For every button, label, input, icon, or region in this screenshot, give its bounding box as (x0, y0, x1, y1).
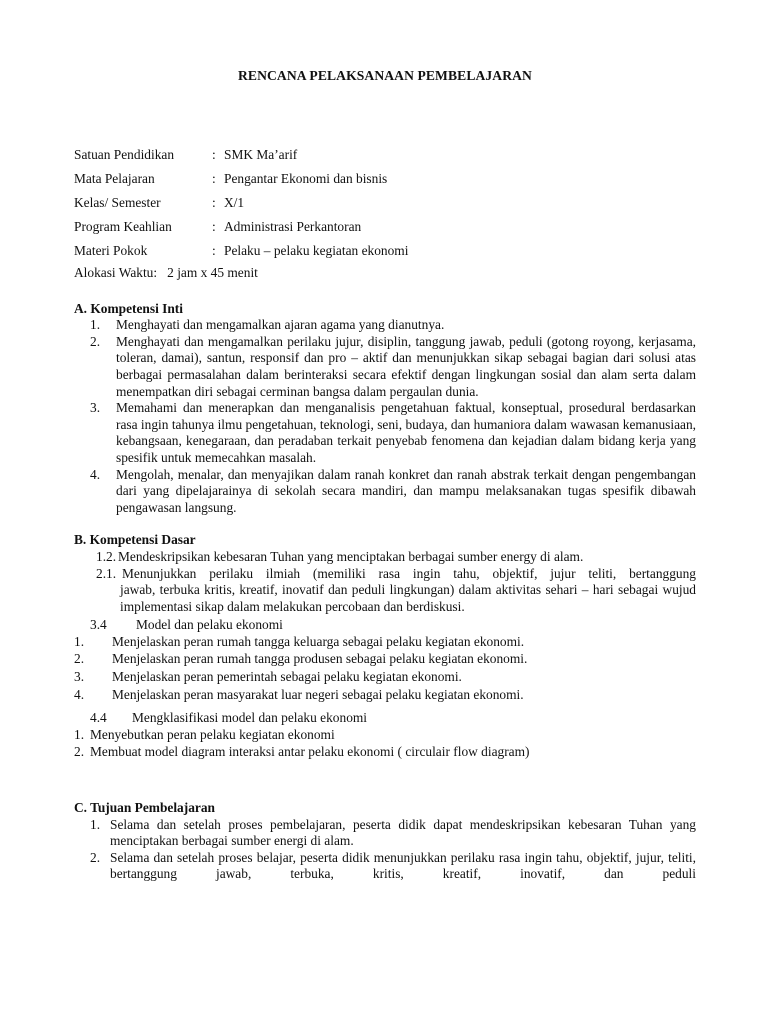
list-number: 2. (90, 849, 101, 865)
tujuan-list (74, 817, 696, 883)
section-heading-tujuan: C. Tujuan Pembelajaran (74, 800, 215, 816)
kd-subheading (74, 617, 696, 634)
kd-number: 1.2. (96, 548, 117, 564)
kompetensi-inti-list (74, 317, 696, 516)
list-text: Menjelaskan peran pemerintah sebagai pelaku kegiatan ekonomi. (112, 669, 462, 685)
list-number: 3. (90, 400, 101, 416)
identity-row (74, 219, 696, 243)
identity-block (74, 147, 696, 285)
kd-text-block (122, 566, 696, 583)
identity-value: Pelaku – pelaku kegiatan ekonomi (224, 242, 409, 258)
list-item (74, 727, 696, 745)
list-number: 4. (74, 686, 85, 702)
list-number: 1. (74, 726, 85, 742)
kd-text: Mendeskripsikan kebesaran Tuhan yang menciptakan berbagai sumber energy di alam. (118, 548, 584, 564)
identity-label: Kelas/ Semester (74, 194, 161, 210)
kd-item (74, 549, 696, 566)
list-text: Menjelaskan peran rumah tangga keluarga sebagai pelaku kegiatan ekonomi. (112, 633, 525, 649)
identity-colon: : (212, 170, 216, 186)
list-item (74, 687, 696, 705)
spacer (74, 762, 696, 800)
list-text: Menjelaskan peran rumah tangga produsen sebagai pelaku kegiatan ekonomi. (112, 651, 528, 667)
list-item (74, 817, 696, 850)
identity-label: Materi Pokok (74, 242, 148, 258)
identity-row (74, 171, 696, 195)
kd-text: Model dan pelaku ekonomi (136, 617, 283, 633)
list-number: 3. (74, 669, 85, 685)
alokasi-waktu: Alokasi Waktu: 2 jam x 45 menit (74, 264, 258, 280)
identity-row (74, 147, 696, 171)
identity-colon: : (212, 242, 216, 258)
identity-label: Mata Pelajaran (74, 170, 155, 186)
list-number: 1. (90, 816, 101, 832)
kd-text: Menunjukkan perilaku ilmiah (memiliki rasa ingin tahu, objektif, jujur teliti, bertanggung (122, 565, 696, 581)
identity-colon: : (212, 194, 216, 210)
list-number: 1. (90, 317, 101, 333)
list-number: 2. (90, 333, 101, 349)
list-item (74, 634, 696, 652)
kd44-list (74, 727, 696, 762)
identity-value: Administrasi Perkantoran (224, 218, 362, 234)
identity-colon: : (212, 218, 216, 234)
kd-number: 3.4 (90, 617, 107, 633)
kd-item (74, 566, 696, 583)
identity-value: X/1 (224, 194, 245, 210)
list-text: Selama dan setelah proses belajar, peserta didik menunjukkan perilaku rasa ingin tahu, objektif, jujur, teliti, bertanggung jawab, terbuka, kritis, kreatif, inovatif, dan peduli (110, 849, 696, 882)
list-item (74, 850, 696, 883)
list-item (74, 400, 696, 466)
kd-text: Mengklasifikasi model dan pelaku ekonomi (132, 710, 368, 726)
list-number: 2. (74, 744, 85, 760)
list-text: Mengolah, menalar, dan menyajikan dalam ranah konkret dan ranah abstrak terkait dengan pengembangan dari yang dipelajarainya di sekolah secara mandiri, dan mampu melaksanakan tugas spesifik dibawah pengawasan langsung. (116, 466, 696, 515)
list-text: Menyebutkan peran pelaku kegiatan ekonomi (90, 726, 335, 742)
page-title: RENCANA PELAKSANAAN PEMBELAJARAN (238, 68, 532, 83)
identity-value: Pengantar Ekonomi dan bisnis (224, 170, 388, 186)
list-item (74, 334, 696, 400)
list-text: Selama dan setelah proses pembelajaran, peserta didik dapat mendeskripsikan kebesaran Tuhan yang menciptakan berbagai sumber energi di alam. (110, 816, 696, 849)
list-item (74, 467, 696, 517)
list-text: Menghayati dan mengamalkan ajaran agama yang dianutnya. (116, 317, 445, 333)
section-heading-kompetensi-inti: A. Kompetensi Inti (74, 300, 183, 316)
identity-row (74, 243, 696, 267)
list-number: 1. (74, 633, 85, 649)
list-item (74, 317, 696, 334)
kd-text-continued: jawab, terbuka kritis, kreatif, inovatif dan peduli lingkungan) dalam aktivitas sehari – hari sebagai wujud implementasi sikap dalam melakukan percobaan dan berdiskusi. (120, 582, 696, 614)
list-text: Menghayati dan mengamalkan perilaku jujur, disiplin, tanggung jawab, peduli (gotong royong, kerjasama, toleran, damai), santun, responsif dan pro – aktif dan menunjukkan sikap sebagai bagian dari solusi atas berbagai permasalahan dalam berinteraksi secara efektif dengan lingkungan sosial dan alam serta dalam menempatkan diri sebagai cerminan bangsa dalam pergaulan dunia. (116, 333, 696, 399)
identity-row (74, 195, 696, 219)
kd-number: 2.1. (96, 565, 117, 581)
list-number: 4. (90, 466, 101, 482)
section-heading-kompetensi-dasar: B. Kompetensi Dasar (74, 532, 196, 548)
identity-label: Satuan Pendidikan (74, 146, 175, 162)
list-number: 2. (74, 651, 85, 667)
identity-label: Program Keahlian (74, 218, 172, 234)
identity-colon: : (212, 146, 216, 162)
identity-value: SMK Ma’arif (224, 146, 298, 162)
list-text: Membuat model diagram interaksi antar pelaku ekonomi ( circulair flow diagram) (90, 744, 530, 760)
list-item (74, 669, 696, 687)
kd-number: 4.4 (90, 710, 107, 726)
list-item (74, 651, 696, 669)
list-text: Menjelaskan peran masyarakat luar negeri sebagai pelaku kegiatan ekonomi. (112, 686, 524, 702)
kd34-list (74, 634, 696, 704)
list-item (74, 744, 696, 762)
list-text: Memahami dan menerapkan dan menganalisis pengetahuan faktual, konseptual, prosedural berdasarkan rasa ingin tahunya ilmu pengetahuan, teknologi, seni, budaya, dan humaniora dalam wawasan kemanusiaan, kebangsaan, kenegaraan, dan peradaban terkait penyebab fenomena dan kejadian dalam bidang kerja yang spesifik untuk memecahkan masalah. (116, 400, 696, 465)
kd-subheading (74, 710, 696, 727)
